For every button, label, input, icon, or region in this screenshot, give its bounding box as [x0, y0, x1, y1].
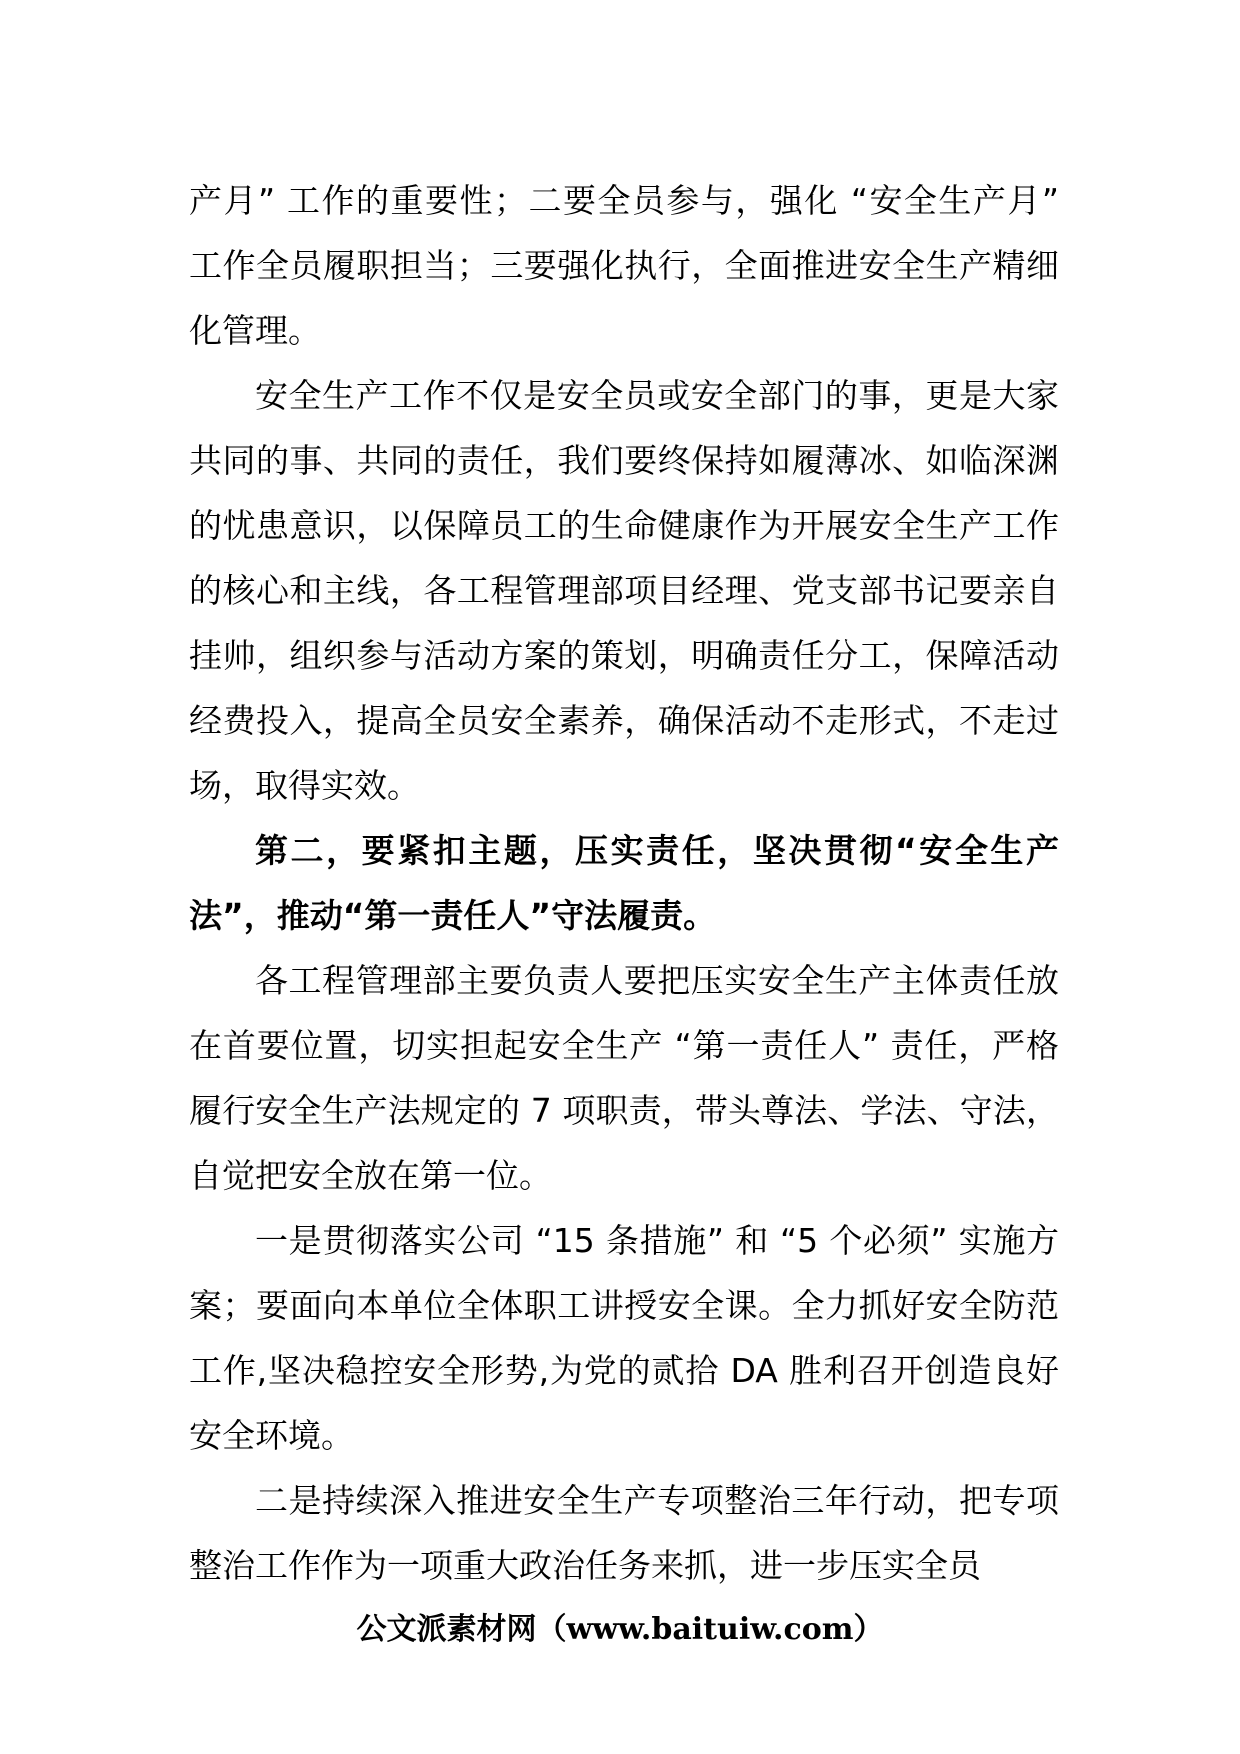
paragraph-6: 二是持续深入推进安全生产专项整治三年行动，把专项整治工作作为一项重大政治任务来抓，进一步压实全员 — [189, 1481, 1059, 1585]
paragraph-heading-second: 第二，要紧扣主题，压实责任，坚决贯彻“安全生产法”，推动“第一责任人”守法履责。 — [189, 831, 1059, 935]
paragraph-2: 安全生产工作不仅是安全员或安全部门的事，更是大家共同的事、共同的责任，我们要终保持如履薄冰、如临深渊的忧患意识，以保障员工的生命健康作为开展安全生产工作的核心和主线，各工程管理部项目经理、党支部书记要亲自挂帅，组织参与活动方案的策划，明确责任分工，保障活动经费投入，提高全员安全素养，确保活动不走形式，不走过场，取得实效。 — [189, 376, 1059, 805]
paragraph-5: 一是贯彻落实公司 “15 条措施” 和 “5 个必须” 实施方案；要面向本单位全体职工讲授安全课。全力抓好安全防范工作,坚决稳控安全形势,为党的贰拾 DA 胜利召开创造良好安全环境。 — [189, 1221, 1059, 1455]
page-footer-watermark: 公文派素材网（www.baituiw.com） — [356, 1612, 884, 1647]
paragraph-1: 产月” 工作的重要性；二要全员参与，强化 “安全生产月” 工作全员履职担当；三要强化执行，全面推进安全生产精细化管理。 — [189, 181, 1059, 350]
document-body — [189, 168, 1059, 1598]
paragraph-4: 各工程管理部主要负责人要把压实安全生产主体责任放在首要位置，切实担起安全生产 “第一责任人” 责任，严格履行安全生产法规定的 7 项职责，带头尊法、学法、守法，自觉把安全放在第一位。 — [189, 961, 1059, 1195]
